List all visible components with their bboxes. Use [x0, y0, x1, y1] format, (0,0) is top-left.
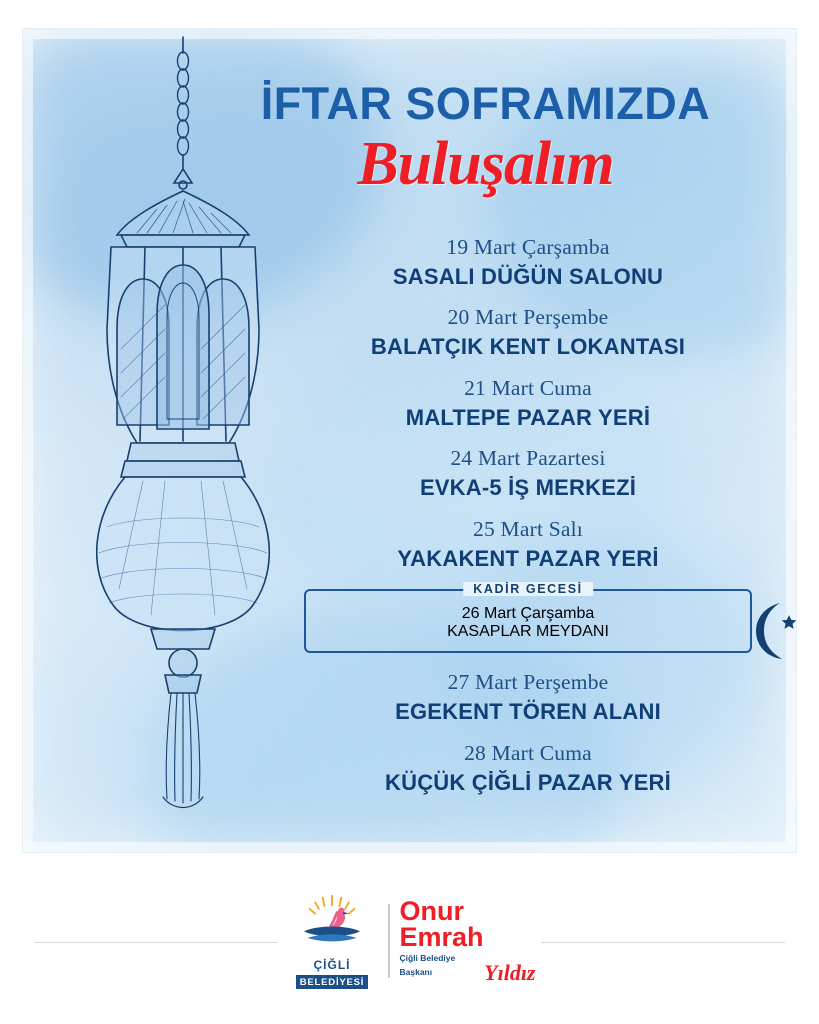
event-venue: YAKAKENT PAZAR YERİ	[397, 545, 659, 571]
event-venue: SASALI DÜĞÜN SALONU	[392, 263, 664, 289]
divider	[541, 942, 785, 943]
event-date: 24 Mart Pazartesi	[450, 446, 606, 471]
list-item	[278, 516, 778, 573]
cigli-municipality-logo	[286, 893, 378, 990]
event-date: 20 Mart Perşembe	[447, 305, 609, 330]
event-venue: EGEKENT TÖREN ALANI	[395, 699, 661, 725]
mayor-middle-name: Emrah	[399, 921, 484, 952]
mayor-surname: Yıldız	[484, 960, 536, 985]
page-subtitle: Buluşalım	[357, 130, 614, 198]
event-badge: KADİR GECESİ	[463, 582, 593, 596]
event-date: 28 Mart Cuma	[464, 740, 592, 765]
mayor-first-name: Onur	[399, 896, 464, 926]
list-item	[278, 304, 778, 361]
footer	[0, 880, 819, 1000]
list-item	[278, 669, 778, 726]
municipality-name-line1: ÇİĞLİ	[313, 957, 351, 972]
page-title: İFTAR SOFRAMIZDA	[260, 78, 711, 129]
municipality-name-line2: BELEDİYESİ	[296, 975, 369, 989]
mayor-role-line1: Çiğli Belediye	[399, 953, 456, 964]
event-date: 19 Mart Çarşamba	[446, 235, 610, 259]
event-venue: KASAPLAR MEYDANI	[447, 623, 609, 641]
event-venue: BALATÇIK KENT LOKANTASI	[370, 334, 686, 360]
event-date: 26 Mart Çarşamba	[461, 605, 595, 623]
logo-block	[286, 886, 536, 996]
divider	[34, 942, 278, 943]
event-date: 27 Mart Perşembe	[447, 670, 609, 695]
mayor-role-line2: Başkanı	[399, 967, 433, 978]
event-date: 21 Mart Cuma	[464, 375, 592, 400]
event-venue: EVKA-5 İŞ MERKEZİ	[419, 475, 637, 501]
list-item	[278, 375, 778, 432]
divider	[388, 904, 390, 978]
event-venue: MALTEPE PAZAR YERİ	[405, 404, 651, 430]
mayor-name-block	[399, 895, 536, 987]
crescent-moon-icon	[752, 597, 797, 663]
list-item	[278, 234, 778, 291]
event-date: 25 Mart Salı	[473, 516, 583, 541]
event-venue: KÜÇÜK ÇİĞLİ PAZAR YERİ	[385, 769, 671, 795]
poster-canvas	[22, 28, 797, 853]
list-item	[278, 740, 778, 797]
list-item	[278, 445, 778, 502]
schedule-list	[278, 234, 778, 810]
highlighted-event-kadir-gecesi	[304, 582, 752, 653]
